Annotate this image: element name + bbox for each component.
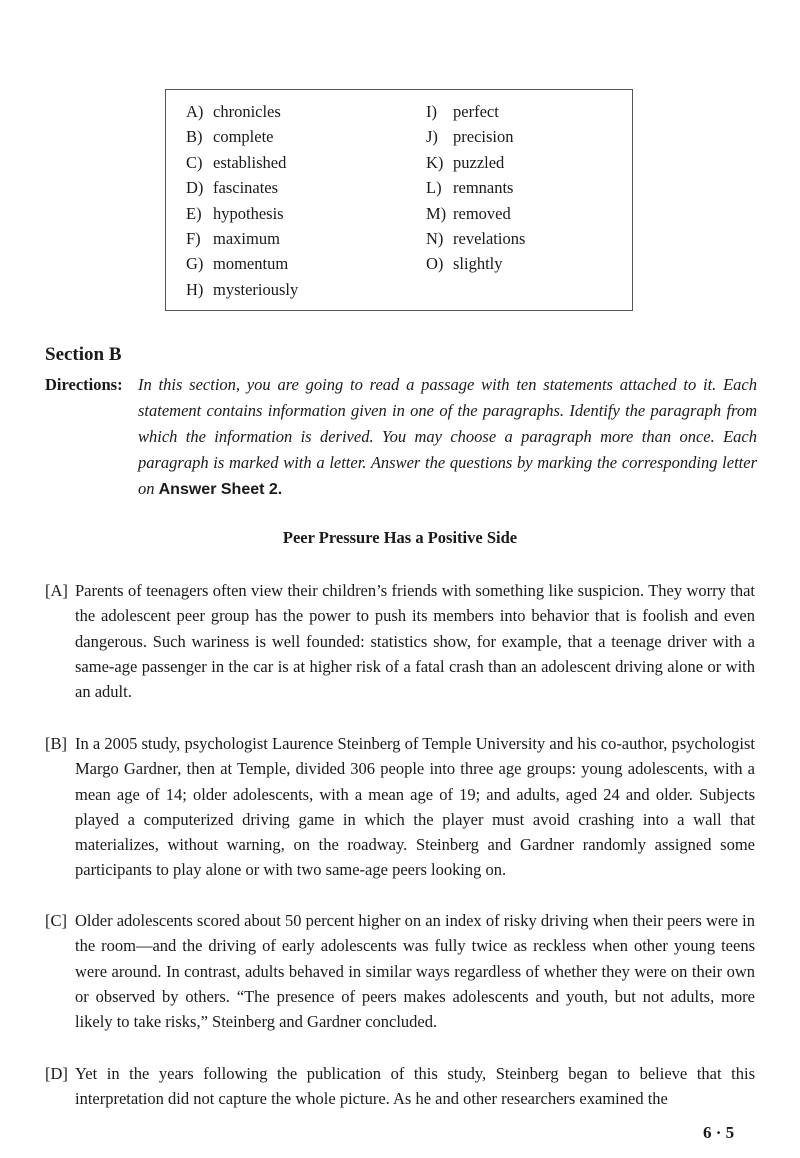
- directions-label: Directions:: [45, 375, 123, 394]
- word-option: H) mysteriously: [186, 279, 299, 299]
- directions-text: In this section, you are going to read a passage with ten statements attached to it. Each statement contains information given in one of the paragraphs. Identify the paragraph from which the information is derived. You may choose a paragraph more than once. Each paragraph is marked with a letter. Answer the questions by marking the corresponding letter on Answer Sheet 2.: [138, 375, 757, 498]
- paragraph-tag: [C]: [45, 911, 67, 930]
- passage-title: Peer Pressure Has a Positive Side: [282, 528, 518, 547]
- word-bank-box: [165, 89, 633, 311]
- paragraph-text: Parents of teenagers often view their children’s friends with something like suspicion. They worry that the adolescent peer group has the power to push its members into behavior that is foolish and even dangerous. Such wariness is well founded: statistics show, for example, that a teenage driver with a same-age passenger in the car is at higher risk of a fatal crash than an adolescent driving alone or with an adult.: [75, 581, 755, 702]
- word-bank-left-column: [186, 99, 298, 302]
- paragraph-text: Yet in the years following the publication of this study, Steinberg began to believe that this interpretation did not capture the whole picture. As he and other researchers examined the: [75, 1064, 755, 1109]
- paragraph-d: [45, 1061, 755, 1112]
- paragraph-a: [45, 578, 755, 704]
- word-option: F) maximum: [186, 228, 280, 248]
- paragraph-c: [45, 908, 755, 1034]
- paragraph-text: In a 2005 study, psychologist Laurence Steinberg of Temple University and his co-author, psychologist Margo Gardner, then at Temple, divided 306 people into three age groups: young adolescents, with a mean age of 14; older adolescents, with a mean age of 19; and adults, aged 24 and older. Subjects played a computerized driving game in which the player must avoid crashing into a wall that materializes, without warning, on the roadway. Steinberg and Gardner randomly assigned some participants to play alone or with two same-age peers looking on.: [75, 734, 755, 880]
- paragraph-tag: [B]: [45, 734, 67, 753]
- word-option: L) remnants: [426, 178, 514, 198]
- directions: [45, 372, 757, 503]
- word-option: A) chronicles: [186, 102, 281, 121]
- word-bank-right-column: [426, 99, 525, 277]
- paragraph-text: Older adolescents scored about 50 percent higher on an index of risky driving when their peers were in the room—and the driving of early adolescents was fully twice as reckless when other young teens were around. In contrast, adults behaved in similar ways regardless of whether they were on their own or observed by others. “The presence of peers makes adolescents and youth, but not adults, more likely to take risks,” Steinberg and Gardner concluded.: [75, 911, 755, 1032]
- word-option: I) perfect: [426, 102, 499, 121]
- answer-sheet-label: Answer Sheet 2.: [158, 481, 283, 498]
- word-option: K) puzzled: [426, 152, 505, 172]
- word-option: N) revelations: [426, 228, 526, 248]
- word-option: G) momentum: [186, 254, 289, 274]
- paragraph-tag: [A]: [45, 581, 68, 600]
- word-option: J) precision: [426, 127, 514, 147]
- page-number: 6 · 5: [703, 1123, 735, 1142]
- word-option: D) fascinates: [186, 178, 279, 198]
- word-option: B) complete: [186, 127, 274, 147]
- word-option: O) slightly: [426, 254, 503, 274]
- word-option: E) hypothesis: [186, 203, 284, 223]
- section-title: Section B: [45, 344, 122, 365]
- paragraph-b: [45, 731, 755, 883]
- word-option: C) established: [186, 152, 287, 172]
- paragraph-tag: [D]: [45, 1064, 68, 1083]
- word-option: M) removed: [426, 203, 511, 223]
